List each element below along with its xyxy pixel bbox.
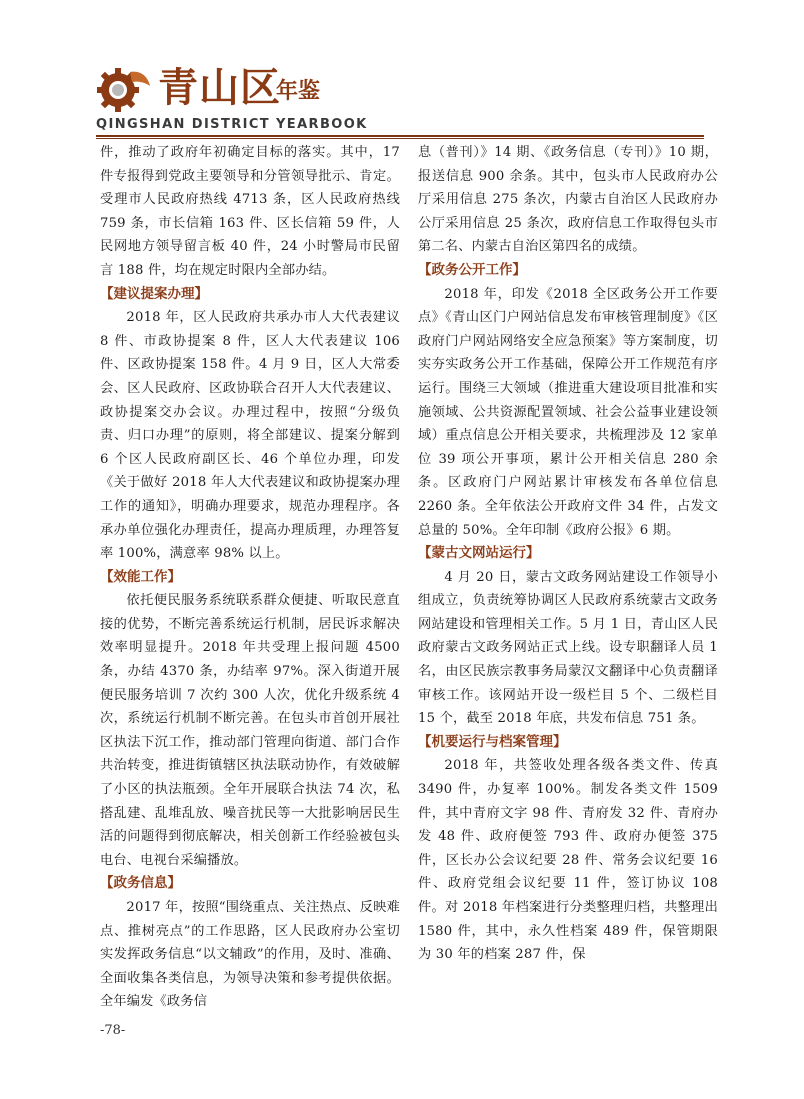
paragraph-gov-info: 2017 年，按照“围绕重点、关注热点、反映难点、推树亮点”的工作思路，区人民政府办公室切实发挥政务信息“以文辅政”的作用，及时、准确、全面收集各类信息，为领导决策和参考提供依据。全年编发《政务信 bbox=[100, 900, 400, 1010]
header-rule bbox=[96, 135, 704, 137]
gear-logo-icon bbox=[96, 64, 152, 114]
paragraph-proposals: 2018 年，区人民政府共承办市人大代表建议 8 件、市政协提案 8 件，区人大代表建议 106 件、区政协提案 158 件。4 月 9 日，区人大常委会、区人民政府、区政协联合召开人大代表建议、政协提案交办会议。办理过程中，按照“分级负责、归口办理”的原则，将全部建议、提案分解到 6 个区人民政府副区长、46 个单位办理，印发《关于做好 2018 年人大代表建议和政协提案办理工作的通知》，明确办理要求，规范办理程序。各承办单位强化办理责任，提高办理质理，办理答复率 100%，满意率 98% 以上。 bbox=[100, 310, 400, 562]
paragraph-archives: 2018 年，共签收处理各级各类文件、传真 3490 件，办复率 100%。制发各类文件 1509 件，其中青府文字 98 件、青府发 32 件、青府办发 48 件、政府便签 793 件、政府办便签 375 件，区长办公会议纪要 28 件、常务会议纪要 16 件、政府党组会议纪要 11 件，签订协议 108 件。对 2018 年档案进行分类整理归档，共整理出 1580 件，其中，永久性档案 489 件，保管期限为 30 年的档案 287 件，保 bbox=[418, 758, 718, 963]
header-rule-thin bbox=[96, 138, 704, 139]
yearbook-logo-subtitle: 年鉴 bbox=[276, 79, 321, 104]
section-heading-archives: 【机要运行与档案管理】 bbox=[418, 733, 567, 750]
section-heading-disclosure: 【政务公开工作】 bbox=[418, 261, 526, 278]
page-number: -78- bbox=[100, 1023, 126, 1038]
section-heading-efficiency: 【效能工作】 bbox=[100, 568, 181, 585]
paragraph-continued: 件，推动了政府年初确定目标的落实。其中，17 件专报得到党政主要领导和分管领导批示、肯定。受理市人民政府热线 4713 条，区人民政府热线 759 条，市长信箱 163 件、区长信箱 59 件，人民网地方领导留言板 40 件，24 小时警局市民留言 188 件，均在规定时限内全部办结。 bbox=[100, 145, 400, 278]
right-column bbox=[418, 141, 718, 967]
section-heading-mongolian-site: 【蒙古文网站运行】 bbox=[418, 545, 540, 562]
section-heading-proposals: 【建议提案办理】 bbox=[100, 285, 208, 302]
paragraph-efficiency: 依托便民服务系统联系群众便捷、听取民意直接的优势，不断完善系统运行机制，居民诉求解决效率明显提升。2018 年共受理上报问题 4500 条，办结 4370 条，办结率 97%。深入街道开展便民服务培训 7 次约 300 人次，优化升级系统 4 次，系统运行机制不断完善。在包头市首创开展社区执法下沉工作，推动部门管理向街道、部门合作共治转变，推进街镇辖区执法联动协作，有效破解了小区的执法瓶颈。全年开展联合执法 74 次，私搭乱建、乱堆乱放、噪音扰民等一大批影响居民生活的问题得到彻底解决，相关创新工作经验被包头电台、电视台采编播放。 bbox=[100, 593, 400, 868]
page-header bbox=[0, 0, 804, 140]
left-column bbox=[100, 141, 400, 1014]
paragraph-disclosure: 2018 年，印发《2018 全区政务公开工作要点》《青山区门户网站信息发布审核管理制度》《区政府门户网站网络安全应急预案》等方案制度，切实夯实政务公开工作基础，保障公开工作规范有序运行。围绕三大领域（推进重大建设项目批准和实施领域、公共资源配置领域、社会公益事业建设领域）重点信息公开相关要求，共梳理涉及 12 家单位 39 项公开事项，累计公开相关信息 280 余条。区政府门户网站累计审核发布各单位信息 2260 条。全年依法公开政府文件 34 件，占发文总量的 50%。全年印制《政府公报》6 期。 bbox=[418, 286, 718, 538]
paragraph-mongolian-site: 4 月 20 日，蒙古文政务网站建设工作领导小组成立，负责统筹协调区人民政府系统蒙古文政务网站建设和管理相关工作。5 月 1 日，青山区人民政府蒙古文政务网站正式上线。设专职翻译人员 1 名，由区民族宗教事务局蒙汉文翻译中心负责翻译审核工作。该网站开设一级栏目 5 个、二级栏目 15 个，截至 2018 年底，共发布信息 751 条。 bbox=[418, 569, 718, 727]
english-title: QINGSHAN DISTRICT YEARBOOK bbox=[96, 117, 368, 132]
paragraph-gov-info-continued: 息（普刊）》14 期、《政务信息（专刊）》10 期，报送信息 900 余条。其中，包头市人民政府办公厅采用信息 275 条次，内蒙古自治区人民政府办公厅采用信息 25 条次，政府信息工作取得包头市第二名、内蒙古自治区第四名的成绩。 bbox=[418, 145, 718, 255]
section-heading-gov-info: 【政务信息】 bbox=[100, 875, 181, 892]
yearbook-logo-title: 青山区 bbox=[158, 65, 281, 111]
